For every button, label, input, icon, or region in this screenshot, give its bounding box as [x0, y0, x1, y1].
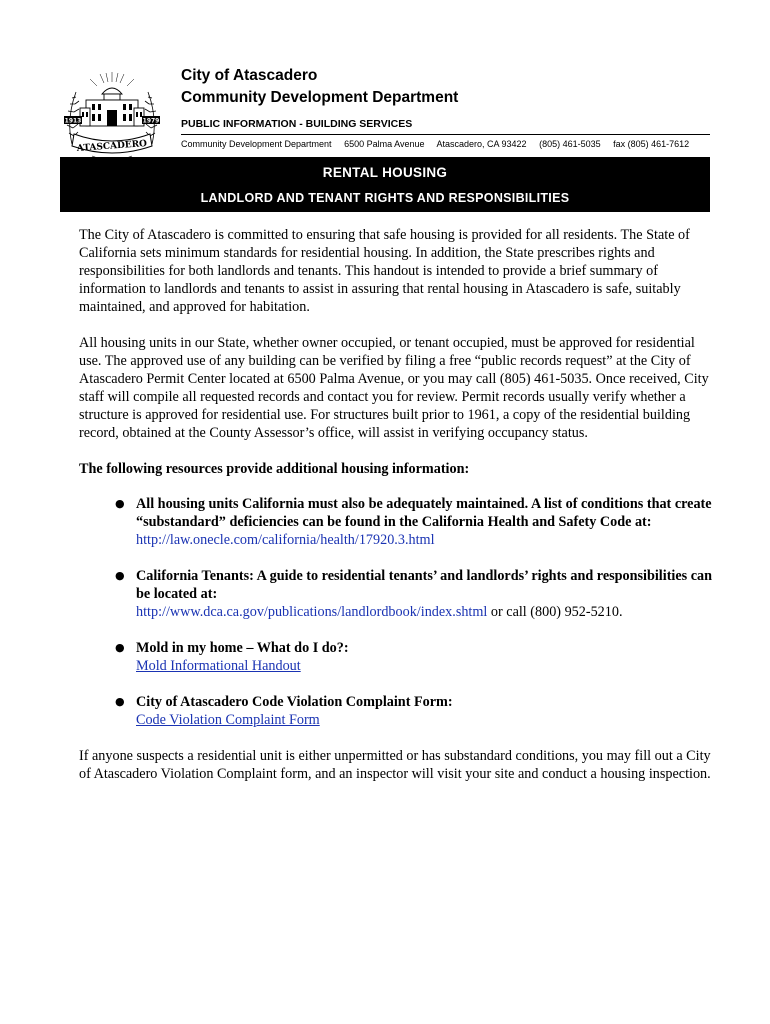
health-code-link[interactable]: http://law.onecle.com/california/health/17920.3.html: [136, 532, 435, 548]
intro-paragraph: The City of Atascadero is committed to ensuring that safe housing is provided for all residents. The State of California sets minimum standards for residential housing. In addition, the State prescribes rights and responsibilities for both landlords and tenants. This handout is intended to provide a brief summary of information to landlords and tenants to assist in assuring that rental housing in Atascadero is safe, suitably maintained, and approved for habitation.: [79, 227, 690, 315]
services-subtitle: PUBLIC INFORMATION - BUILDING SERVICES: [181, 118, 413, 130]
seal-year-left: 1913: [64, 117, 82, 125]
header-divider: [181, 134, 710, 135]
department-title: Community Development Department: [181, 89, 459, 106]
resource-title: California Tenants: A guide to residential tenants’ and landlords’ rights and responsibilities can be located at:: [136, 568, 713, 602]
complaint-form-link[interactable]: Code Violation Complaint Form: [136, 712, 320, 728]
city-title: City of Atascadero: [181, 67, 318, 84]
title-banner: [60, 157, 710, 212]
banner-title: RENTAL HOUSING: [322, 165, 448, 180]
resource-title: Mold in my home – What do I do?:: [136, 640, 349, 656]
contact-fax: fax (805) 461-7612: [613, 139, 690, 149]
resource-suffix: or call (800) 952-5210.: [487, 604, 623, 620]
resource-title: All housing units California must also be adequately maintained. A list of conditions that create “substandard” deficiencies can be found in the California Health and Safety Code at:: [136, 496, 712, 530]
city-seal-logo: [62, 64, 162, 164]
contact-city: Atascadero, CA 93422: [436, 139, 527, 149]
banner-subtitle: LANDLORD AND TENANT RIGHTS AND RESPONSIBILITIES: [200, 191, 570, 205]
contact-address: 6500 Palma Avenue: [344, 139, 425, 149]
approval-paragraph: All housing units in our State, whether owner occupied, or tenant occupied, must be approved for residential use. The approved use of any building can be verified by filing a free “public records request” at the City of Atascadero Permit Center located at 6500 Palma Avenue, or you may call (805) 461-5035. Once received, City staff will compile all requested records and contact you for review. Permit records usually verify whether a structure is approved for residential use. For structures built prior to 1961, a copy of the residential building record, obtained at the County Assessor’s office, will assist in verifying occupancy status.: [79, 335, 709, 441]
seal-year-right: 1979: [142, 117, 160, 125]
contact-dept: Community Development Department: [181, 139, 332, 149]
list-item: [79, 567, 715, 621]
resource-title: City of Atascadero Code Violation Complaint Form:: [136, 694, 453, 710]
list-item: [79, 693, 715, 729]
list-item: [79, 639, 715, 675]
landlord-book-link[interactable]: http://www.dca.ca.gov/publications/landlordbook/index.shtml: [136, 604, 488, 620]
contact-phone: (805) 461-5035: [539, 139, 601, 149]
mold-handout-link[interactable]: Mold Informational Handout: [136, 658, 301, 674]
bullet-icon: ●: [115, 569, 125, 582]
bullet-icon: ●: [115, 641, 125, 654]
seal-name: ATASCADERO: [76, 139, 148, 154]
bullet-icon: ●: [115, 695, 125, 708]
closing-paragraph: If anyone suspects a residential unit is either unpermitted or has substandard conditions, you may fill out a City of Atascadero Violation Complaint form, and an inspector will visit your site and conduct a housing inspection.: [79, 748, 711, 782]
resources-heading: The following resources provide additional housing information:: [79, 461, 470, 477]
resources-list: [79, 495, 715, 729]
contact-line: [181, 139, 699, 149]
document-body: [79, 226, 715, 783]
list-item: [79, 495, 715, 549]
bullet-icon: ●: [115, 497, 125, 510]
